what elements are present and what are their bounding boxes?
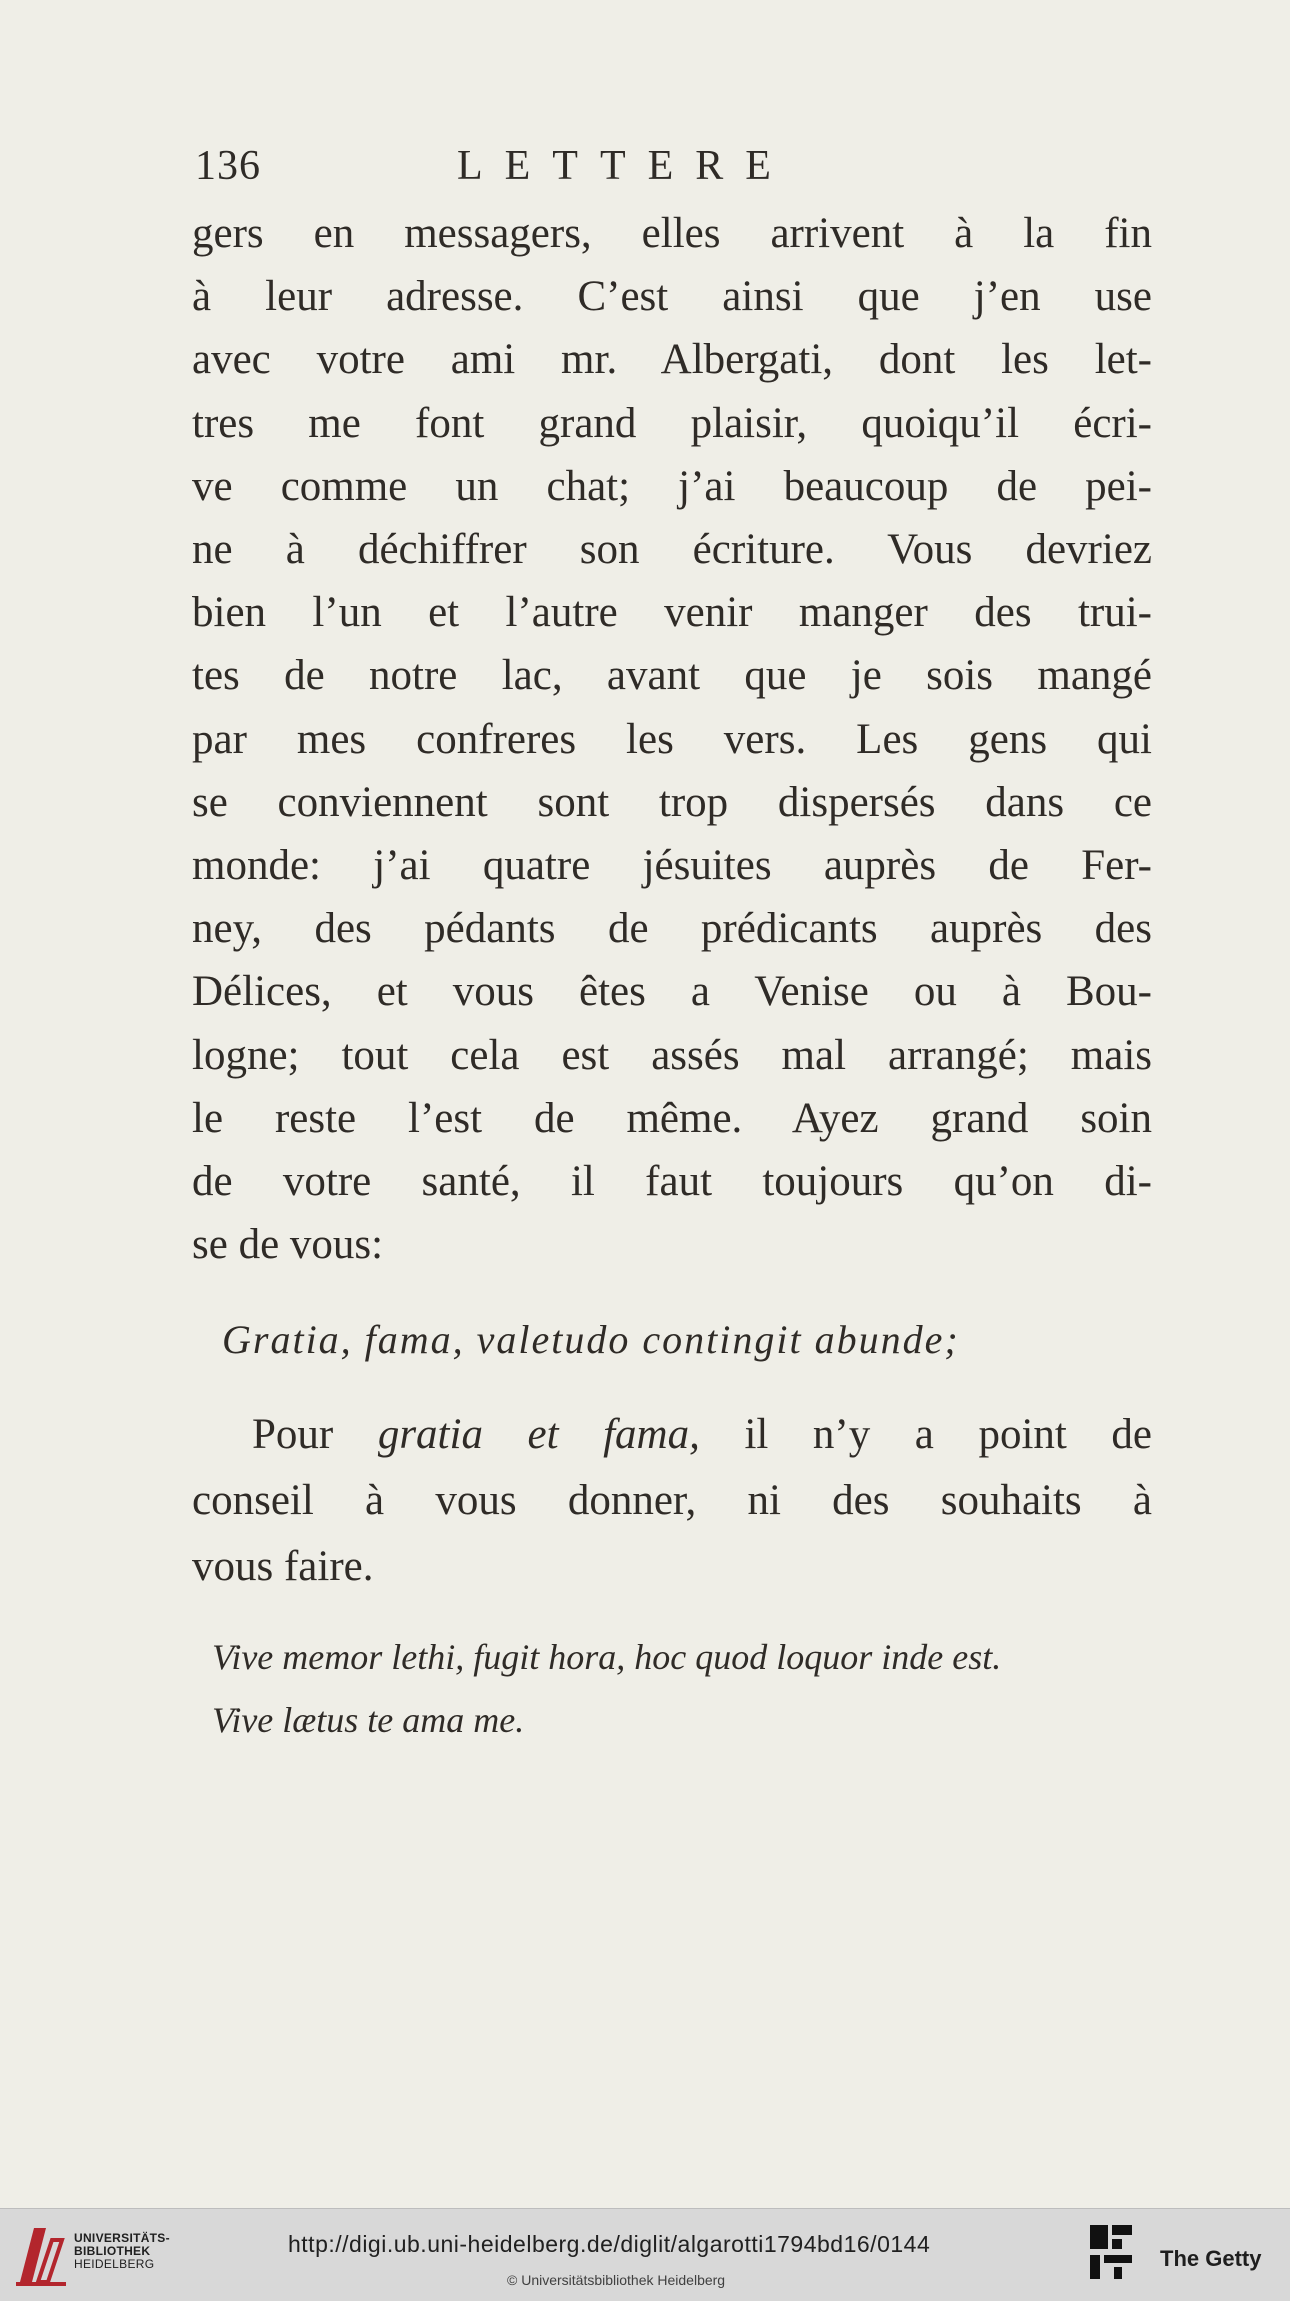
latin-motto: Gratia, fama, valetudo contingit abunde; (222, 1317, 960, 1362)
institution-line: BIBLIOTHEK (74, 2244, 151, 2258)
digital-library-footer (0, 2208, 1290, 2301)
source-url-link[interactable]: http://digi.ub.uni-heidelberg.de/diglit/algarotti1794bd16/0144 (288, 2231, 931, 2257)
body-line: se de vous: (192, 1221, 384, 1269)
institution-name (74, 2232, 170, 2271)
sponsor-name: The Getty (1160, 2246, 1262, 2271)
closing-verse (212, 1626, 1162, 1752)
after-motto-line: vous faire. (192, 1543, 374, 1590)
after-motto-paragraph (192, 1402, 1152, 1600)
body-line: par mes confreres les vers. Les gens qui (192, 715, 1152, 763)
body-line: tres me font grand plaisir, quoiqu’il écri- (192, 399, 1152, 447)
body-line: de votre santé, il faut toujours qu’on di- (192, 1158, 1152, 1206)
institution-line: UNIVERSITÄTS- (74, 2231, 170, 2245)
closing-line: Vive memor lethi, fugit hora, hoc quod loquor inde est. (212, 1637, 1002, 1677)
after-motto-line-start: Pour (252, 1411, 378, 1458)
running-head: LETTERE (457, 143, 793, 189)
body-line: ne à déchiffrer son écriture. Vous devriez (192, 526, 1152, 574)
after-motto-italic: gratia et fama, (377, 1411, 700, 1458)
body-line: se conviennent sont trop dispersés dans ce (192, 778, 1152, 826)
body-line: bien l’un et l’autre venir manger des trui- (192, 589, 1152, 637)
body-line: à leur adresse. C’est ainsi que j’en use (192, 273, 1152, 321)
institution-line: HEIDELBERG (74, 2257, 155, 2271)
body-line: ve comme un chat; j’ai beaucoup de pei- (192, 462, 1152, 510)
body-line: logne; tout cela est assés mal arrangé; mais (192, 1031, 1152, 1079)
body-line: Délices, et vous êtes a Venise ou à Bou- (192, 968, 1152, 1016)
page-header (195, 142, 955, 198)
body-line: monde: j’ai quatre jésuites auprès de Fer- (192, 842, 1152, 890)
heidelberg-logo-icon (14, 2220, 68, 2290)
copyright-note: © Universitätsbibliothek Heidelberg (507, 2272, 726, 2288)
after-motto-line (192, 1402, 1152, 1468)
body-line: gers en messagers, elles arrivent à la fin (192, 210, 1152, 257)
body-line: avec votre ami mr. Albergati, dont les let- (192, 336, 1152, 384)
body-line: le reste l’est de même. Ayez grand soin (192, 1094, 1152, 1142)
after-motto-line-end: il n’y a point de (699, 1411, 1153, 1458)
body-line: ney, des pédants de prédicants auprès des (192, 905, 1152, 953)
page-number: 136 (195, 143, 261, 189)
after-motto-line: conseil à vous donner, ni des souhaits à (192, 1477, 1152, 1524)
university-library-logo (14, 2220, 174, 2290)
body-line: tes de notre lac, avant que je sois mangé (192, 652, 1152, 700)
closing-line: Vive lætus te ama me. (212, 1700, 525, 1740)
getty-logo-icon (1086, 2221, 1140, 2285)
letter-body (192, 202, 1152, 1276)
